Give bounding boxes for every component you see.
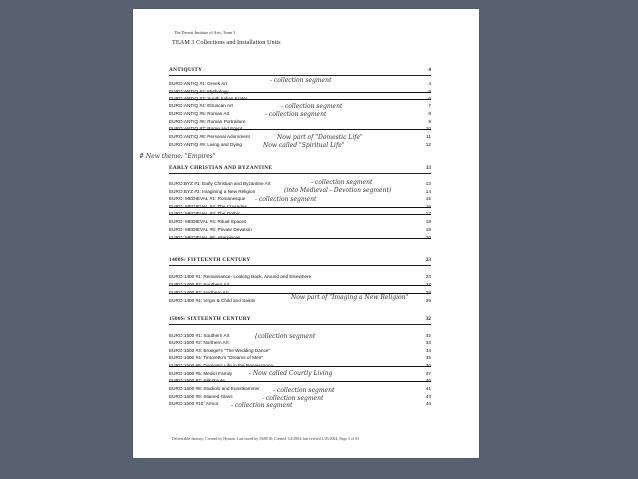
entry-page-number: 17 [425, 211, 431, 216]
toc-entry [169, 282, 431, 289]
entry-page-number: 15 [425, 196, 431, 201]
toc-entry [169, 96, 431, 103]
toc-entry [169, 227, 431, 234]
entry-title: EURO:1500 #10: Armor [169, 401, 219, 406]
strikethrough-line [169, 285, 431, 286]
toc-entry [169, 401, 431, 408]
entry-title: EURO: MEDIEVAL #5: Private Devotion [169, 227, 252, 232]
entry-page-number: 18 [425, 219, 431, 224]
section-page-number: 13 [425, 165, 431, 171]
entry-page-number: 11 [426, 134, 431, 139]
section-title: EARLY CHRISTIAN AND BYZANTINE [169, 165, 273, 171]
strikethrough-line [169, 129, 431, 130]
entry-title: EURO: MEDIEVAL #6: Altarpieces [169, 235, 241, 240]
entry-title: EURO:1400 #4: Virgin & Child and Saints [169, 298, 256, 303]
institute-header: The Detroit Institute of Arts; Team 3 [174, 30, 236, 35]
entry-page-number: 13 [425, 181, 431, 186]
page-footer: Deliverable January; Created by Hyman; Last saved by JARVIS; Created 1/4/2004; last revised 1/25/2004; Page 3 of 93 [172, 437, 359, 441]
entry-page-number: 40 [425, 378, 431, 383]
handwritten-note: - collection segment [262, 395, 324, 402]
section-heading [169, 67, 431, 76]
entry-title: EURO: MEDIEVAL #4: Ritual Spaces [169, 219, 247, 224]
entry-page-number: 16 [425, 204, 431, 209]
handwritten-note: Now part of "Imaging a New Religion" [291, 294, 409, 301]
handwritten-note: - collection segment [311, 179, 373, 186]
entry-page-number: 20 [425, 235, 431, 240]
entry-title: EURO:1400 #1: Renaissance- Looking Back, Around and Elsewhere [169, 274, 312, 279]
entry-page-number: 12 [425, 142, 431, 147]
entry-page-number: 10 [425, 126, 431, 131]
handwritten-note: Now called "Spiritual Life" [263, 142, 345, 149]
handwritten-note: # New theme: "Empires" [139, 153, 216, 160]
toc-entry [169, 211, 431, 218]
entry-page-number: 23 [425, 274, 431, 279]
toc-entry [169, 348, 431, 355]
handwritten-note: - collection segment [255, 196, 317, 203]
entry-title: EURO:ANTIQ #7: Rome and Egypt [169, 126, 243, 131]
entry-page-number: 6 [428, 96, 431, 101]
handwritten-note: - collection segment [273, 387, 335, 394]
toc-entry [169, 126, 431, 133]
entry-title: EURO:1400 #2: Southern Art [169, 282, 230, 287]
handwritten-note: Now part of "Domestic Life" [277, 134, 363, 141]
entry-page-number: 7 [428, 103, 431, 108]
entry-title: EURO:1500 #4: Tintoretto's "Dreams of Men" [169, 355, 263, 360]
handwritten-note: - collection segment [270, 77, 332, 84]
document-title: TEAM 3 Collections and Installation Units [172, 39, 281, 46]
toc-entry [169, 204, 431, 211]
entry-page-number: 32 [425, 333, 431, 338]
entry-title: EURO:ANTIQ #4: Etruscan Art [169, 103, 233, 108]
entry-title: EURO: MEDIEVAL #2: The Crusades [169, 204, 247, 209]
toc-entry [169, 378, 431, 385]
entry-title: EURO:ANTIQ #8: Personal Adornment [169, 134, 250, 139]
entry-page-number: 27 [425, 282, 431, 287]
entry-page-number: 28 [425, 290, 431, 295]
strikethrough-line [169, 214, 431, 215]
toc-entry [169, 274, 431, 281]
toc-entry [169, 340, 431, 347]
strikethrough-line [169, 381, 431, 382]
section-heading [169, 257, 431, 266]
entry-page-number: 35 [425, 355, 431, 360]
entry-page-number: 19 [425, 227, 431, 232]
toc-entry [169, 89, 431, 96]
strikethrough-line [169, 99, 431, 100]
entry-title: EURO:BYZ #2: Imagining a New Religion [169, 189, 256, 194]
section-page-number: 23 [425, 257, 431, 263]
entry-title: EURO:1500 #2: Northern Art [169, 340, 229, 345]
strikethrough-line [169, 238, 431, 239]
handwritten-note: (into Medieval - Devotion segment) [284, 187, 392, 194]
toc-entry [169, 119, 431, 126]
entry-title: EURO:1500 #5: Domestic Life in the Renaissance [169, 363, 273, 368]
entry-title: EURO:1500 #1: Southern Art [169, 333, 230, 338]
entry-title: EURO:BYZ #1: Early Christian and Byzantine Art [169, 181, 271, 186]
entry-page-number: 8 [428, 111, 431, 116]
toc-entry [169, 219, 431, 226]
strikethrough-line [169, 92, 431, 93]
entry-page-number: 4 [428, 81, 431, 86]
strikethrough-line [169, 366, 431, 367]
entry-title: EURO:1500 #6: Medici Family [169, 371, 233, 376]
handwritten-note: - collection segment [231, 402, 293, 409]
section-title: ANTIQUITY [169, 67, 203, 73]
entry-page-number: 37 [425, 371, 431, 376]
toc-entry [169, 235, 431, 242]
strikethrough-line [169, 207, 431, 208]
section-title: 1400S/ FIFTEENTH CENTURY [169, 257, 251, 263]
entry-title: EURO:ANTIQ #5: Roman Art [169, 111, 230, 116]
toc-entry [169, 355, 431, 362]
entry-page-number: 34 [425, 348, 431, 353]
entry-page-number: 14 [425, 189, 431, 194]
entry-page-number: 41 [425, 386, 431, 391]
entry-page-number: 29 [425, 298, 431, 303]
entry-title: EURO:1500 #7: Silk Route [169, 378, 225, 383]
handwritten-note: {collection segment [254, 333, 316, 340]
entry-page-number: 9 [428, 119, 431, 124]
section-page-number: 4 [428, 67, 431, 73]
entry-title: EURO:ANTIQ #1: Greek Art [169, 81, 228, 86]
section-heading [169, 165, 431, 174]
entry-title: EURO:1400 #3: Northern Art [169, 290, 229, 295]
handwritten-note: - collection segment [281, 103, 343, 110]
entry-title: EURO:1500 #3: Bruegel's "The Wedding Dance" [169, 348, 271, 353]
entry-title: EURO:1500 #8: Studiolo and Kunstkammer [169, 386, 260, 391]
entry-title: EURO:ANTIQ #3: South Italian Krater [169, 96, 248, 101]
section-heading [169, 316, 431, 325]
section-page-number: 32 [425, 316, 431, 322]
entry-page-number: 44 [425, 401, 431, 406]
handwritten-note: - Now called Courtly Living [249, 370, 333, 377]
entry-page-number: 33 [425, 340, 431, 345]
entry-title: EURO: MEDIEVAL #1: Romanesque [169, 196, 246, 201]
entry-title: EURO:ANTIQ #6: Roman Portraiture [169, 119, 246, 124]
handwritten-note: - collection segment [265, 111, 327, 118]
entry-title: EURO:ANTIQ #9: Living and Dying [169, 142, 242, 147]
toc-entry [169, 363, 431, 370]
entry-title: EURO:ANTIQ #2: Mythology [169, 89, 229, 94]
entry-page-number: 43 [425, 394, 431, 399]
entry-title: EURO: MEDIEVAL #3: The Gothic [169, 211, 241, 216]
entry-title: EURO:1500 #9: Stained Glass [169, 394, 233, 399]
entry-page-number: 36 [425, 363, 431, 368]
entry-page-number: 5 [428, 89, 431, 94]
section-title: 1500S/ SIXTEENTH CENTURY [169, 316, 251, 322]
document-page [133, 9, 479, 458]
